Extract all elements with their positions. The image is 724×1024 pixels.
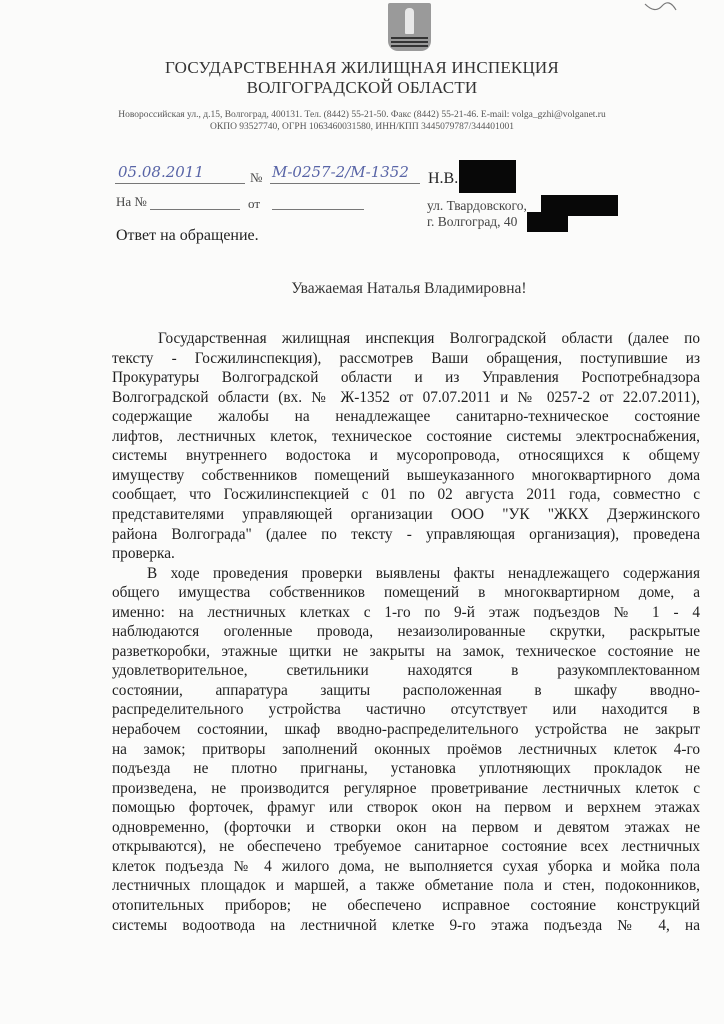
body-line: района Волгограда" (далее по тексту - управляющая организация), проведена [112,525,700,543]
body-line: Прокуратуры Волгоградской области и из Управления Роспотребнадзора [112,369,700,387]
outgoing-number: М-0257-2/М-1352 [272,163,409,181]
body-line: общего имущества собственников помещений в многоквартирном доме, а [112,584,700,602]
redacted-surname [459,160,516,193]
body-line: нерабочем состоянии, шкаф вводно-распределительного устройства не закрыт [112,721,700,738]
body-line: произведена, не производится регулярное проветривание лестничных клеток с [112,779,700,797]
body-line: проверка. [112,545,175,563]
letter-subject: Ответ на обращение. [116,227,259,244]
coat-of-arms-emblem [388,3,431,51]
number-underline [270,182,420,184]
body-line: системы внутреннего водостока и мусоропровода, относящихся к общему [112,447,700,465]
body-line: на замок; притворы заполнений оконных проёмов лестничных клеток 4-го [112,740,700,758]
org-name-line2: ВОЛГОГРАДСКОЙ ОБЛАСТИ [246,78,478,97]
body-line: В ходе проведения проверки выявлены факты ненадлежащего содержания [147,564,700,582]
body-line: имуществу собственников помещений вышеуказанного многоквартирного дома [112,466,700,484]
redacted-postcode [527,212,568,232]
org-codes: ОКПО 93527740, ОГРН 1063460031580, ИНН/КПП 3445079787/344401001 [210,122,514,132]
body-line: Волгоградской области (вх. № Ж-1352 от 07.07.2011 и № 0257-2 от 22.07.2011), [112,388,700,406]
body-line: клеток подъезда № 4 жилого дома, не выполняется сухая уборка и мойка пола [112,857,700,875]
ref-from-label: от [248,196,261,211]
body-line: Государственная жилищная инспекция Волгоградской области (далее по [158,330,700,347]
org-contacts: Новороссийская ул., д.15, Волгоград, 400131. Тел. (8442) 55-21-50. Факс (8442) 55-21-46. E-mail: volga_gzhi@volganet.ru [118,110,606,120]
ref-number-label: На № [116,194,147,209]
body-line: системы водоотвода на лестничной клетке 9-го этажа подъезда № 4, на [112,916,700,934]
body-line: именно: на лестничных клетках с 1-го по 9-й этаж подъездов № 1 - 4 [112,603,700,621]
body-line: удовлетворительное, светильники находятся в разукомплектованном [112,662,700,680]
body-line: открываются), не обеспечено требуемое санитарное состояние всех лестничных [112,838,700,856]
body-line: одновременно, (форточки и створки окон на первом и девятом этажах не [112,818,700,836]
salutation: Уважаемая Наталья Владимировна! [291,280,527,297]
body-line: представителями управляющей организации ООО "УК "ЖКХ Дзержинского [112,505,700,523]
body-line: содержащие жалобы на ненадлежащее санитарно-техническое состояние [112,408,700,426]
body-line: лестничных площадок и маршей, а также обметание пола и стен, подоконников, [112,877,700,895]
handwritten-mark-icon [640,0,680,18]
org-name-line1: ГОСУДАРСТВЕННАЯ ЖИЛИЩНАЯ ИНСПЕКЦИЯ [165,58,559,77]
body-line: помощью форточек, фрамуг или створок окон на первом и верхнем этажах [112,799,700,817]
ref-number-underline [150,208,240,210]
body-line: подъезда не плотно пригнаны, установка уплотняющих прокладок не [112,760,700,778]
ref-from-underline [272,208,364,210]
body-line: тексту - Госжилинспекция), рассмотрев Ваши обращения, поступившие из [112,349,700,367]
addressee-city: г. Волгоград, 40 [427,214,518,229]
addressee-street: ул. Твардовского, [427,198,527,213]
body-line: лифтов, лестничных клеток, техническое состояние системы электроснабжения, [112,427,700,445]
body-line: наблюдаются оголенные провода, незаизолированные скрутки, раскрытые [112,623,700,641]
date-underline [115,182,245,184]
addressee-name: Н.В. [428,170,459,187]
number-label: № [250,170,263,185]
body-line: сообщает, что Госжилинспекцией с 01 по 02 августа 2011 года, совместно с [112,486,700,504]
body-line: разветкоробки, этажные щитки не закрыты на замок, техническое состояние не [112,642,700,660]
body-line: отопительных приборов; не обеспечено исправное состояние конструкций [112,896,700,914]
body-line: состоянии, аппаратура защиты расположенная в шкафу вводно- [112,681,700,699]
outgoing-date: 05.08.2011 [118,163,204,181]
body-line: распределительного устройства частично отсутствует или находится в [112,701,700,719]
